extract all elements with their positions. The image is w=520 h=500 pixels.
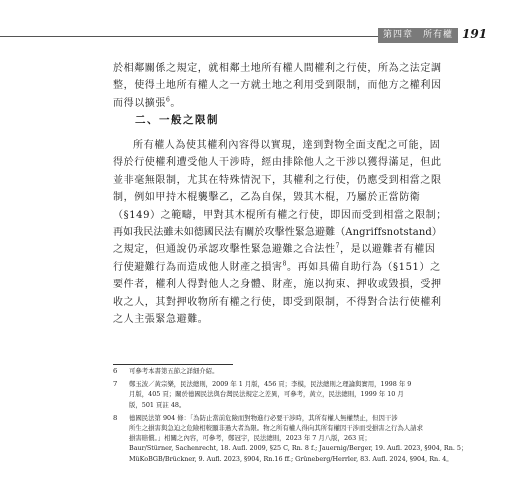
paragraph-text: ，是以避難者有權因 — [340, 244, 436, 256]
paragraph-line: 要件者，權利人得對他人之身體、財產，施以拘束、押收或毀損，受押 — [113, 279, 442, 291]
footnote-line: 月版，405 頁；關於德國民法與台灣民法規定之差異，可參考，黃立，民法總則，1999 年 10 月 — [129, 390, 404, 399]
footnotes — [113, 366, 468, 464]
paragraph-line: 並非毫無限制，尤其在特殊情況下，其權利之行使，仍應受到相當之限 — [113, 174, 442, 186]
paragraph-line: 收之人，其對押收物所有權之行使，即受到限制，不得對合法行使權利 — [113, 296, 442, 308]
paragraph-1 — [113, 60, 442, 112]
paragraph-text: 之規定，但通說仍承認攻擊性緊急避難之合法性 — [113, 244, 336, 256]
paragraph-2 — [113, 137, 447, 328]
footnote-number: 8 — [113, 413, 118, 422]
paragraph-line — [113, 241, 436, 258]
paragraph-line: 制，例如甲持木棍襲擊乙，乙為自保，毀其木棍，乃屬於正當防衛 — [113, 192, 421, 204]
section-heading: 二、一般之限制 — [135, 114, 219, 126]
paragraph-line: 再如我民法雖未如德國民法有關於攻擊性緊急避難（Angriffsnotstand） — [113, 226, 443, 238]
paragraph-text: 。 — [170, 97, 182, 109]
footnote-number: 7 — [113, 380, 118, 389]
footnote-line: 所生之損害與急迫之危險相較顯非過大者為限。物之所有權人得向其所有權因干涉而受損害之行為人請求 — [129, 424, 423, 433]
paragraph-line: （§149）之範疇，甲對其木棍所有權之行使，即因而受到相當之限制； — [113, 209, 447, 221]
paragraph-text: 而得以擴張 — [113, 97, 166, 109]
footnote-line: 版，501 頁註 48。 — [129, 400, 186, 409]
paragraph-text: 。再如具備自助行為（§151）之 — [287, 261, 441, 273]
footnote-line: 損害賠償。」相關之內容，可參考，鄭冠宇，民法總則，2023 年 7 月八版，263 頁； — [129, 434, 371, 443]
footnote-line: 鄭玉波／黃宗樂，民法總則，2009 年 1 月版，456 頁；李模，民法總則之理論與實用，1998 年 9 — [129, 380, 412, 389]
footnote-line: 德國民法第 904 條：「為防止當前危險而對物進行必要干涉時，其所有權人無權禁止，但因干涉 — [129, 413, 398, 422]
paragraph-line — [113, 95, 413, 112]
footnote-8 — [113, 413, 468, 464]
paragraph-text: 行使避難行為而造成他人財產之損害 — [113, 261, 283, 273]
page-number: 191 — [462, 27, 488, 41]
paragraph-line: 得於行使權利遭受他人干涉時，經由排除他人之干涉以獲得滿足，但此 — [113, 157, 442, 169]
footnote-ref-6[interactable]: 6 — [166, 96, 171, 104]
paragraph-line — [113, 259, 441, 276]
footnote-divider — [113, 364, 233, 365]
footnote-line: MüKoBGB/Brückner, 9. Aufl. 2023, §904, Rn.16 ff.; Grüneberg/Herrler, 83. Aufl. 2024, §904, Rn. 4。 — [129, 454, 453, 463]
paragraph-line: 之人主張緊急避難。 — [113, 313, 209, 325]
footnote-6 — [113, 366, 413, 376]
footnote-line: 可參考本書第五節之詳細介紹。 — [129, 367, 219, 375]
paragraph-line: 所有權人為使其權利內容得以實現，達到對物全面支配之可能，固 — [133, 140, 441, 151]
footnote-line: Baur/Stürner, Sachenrecht, 18. Aufl. 2009, §25 C, Rn. 8 f.; Jauernig/Berger, 19. Aufl. 2023, §904, Rn. 5； — [129, 444, 468, 453]
paragraph-line: 整，使得土地所有權人之一方就土地之利用受到限制，而他方之權利因 — [113, 80, 442, 92]
paragraph-line: 於相鄰關係之規定，就相鄰土地所有權人間權利之行使，所為之法定調 — [113, 63, 442, 74]
footnote-ref-8[interactable]: 8 — [282, 260, 288, 268]
chapter-tab: 第四章 所有權 — [378, 28, 458, 43]
header-rule — [0, 36, 378, 37]
footnote-7 — [113, 379, 413, 410]
footnote-number: 6 — [113, 367, 118, 375]
footnote-ref-7[interactable]: 7 — [335, 243, 341, 251]
